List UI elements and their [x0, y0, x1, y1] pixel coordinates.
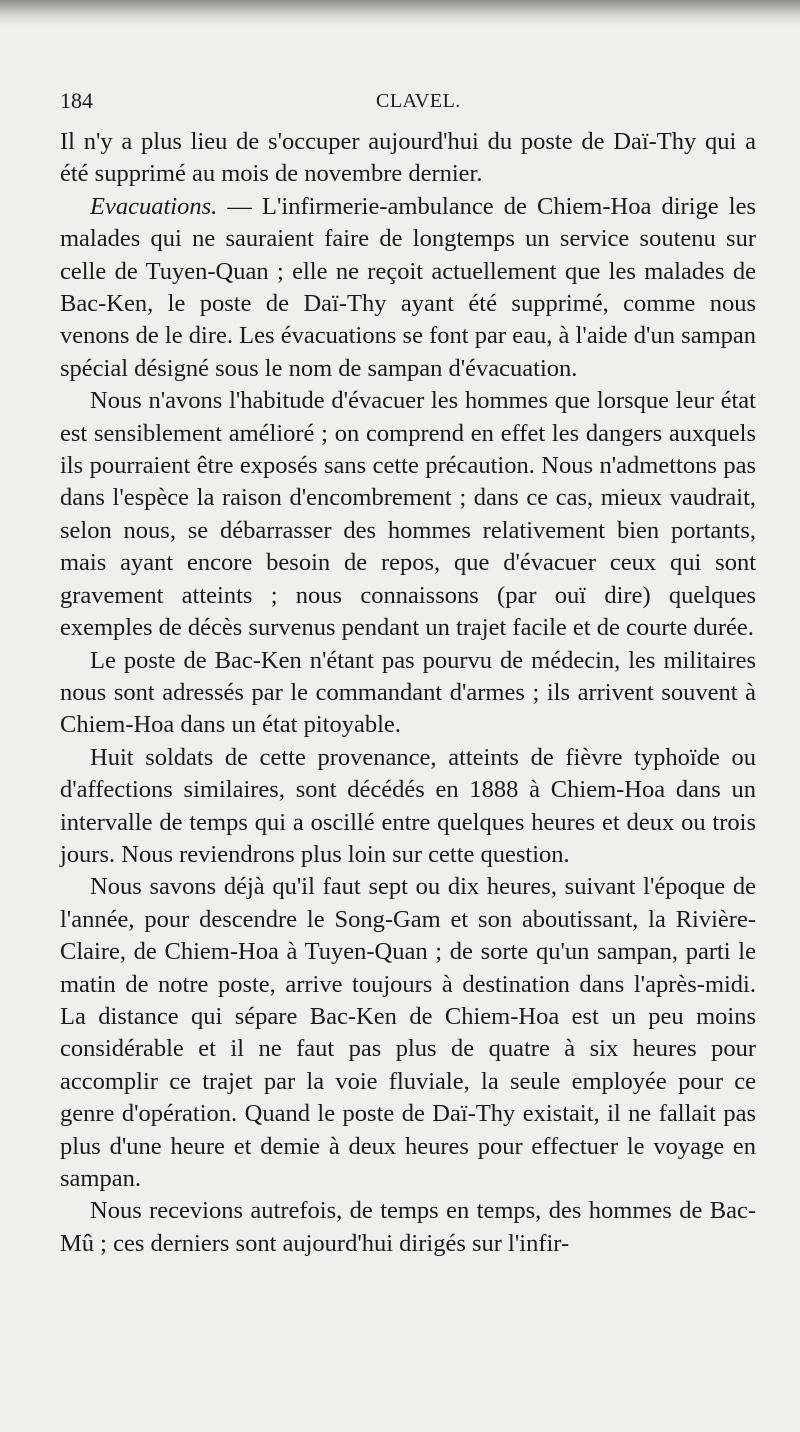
running-head: CLAVEL.: [376, 90, 461, 112]
paragraph: Nous savons déjà qu'il faut sept ou dix heures, suivant l'époque de l'année, pour descendre le Song-Gam et son aboutissant, la Rivière-Claire, de Chiem-Hoa à Tuyen-Quan ; de sorte qu'un sampan, parti le matin de notre poste, arrive toujours à destination dans l'après-midi. La distance qui sépare Bac-Ken de Chiem-Hoa est un peu moins considérable et il ne faut pas plus de quatre à six heures pour accomplir ce trajet par la voie fluviale, la seule employée pour ce genre d'opération. Quand le poste de Daï-Thy existait, il ne fallait pas plus d'une heure et demie à deux heures pour effectuer le voyage en sampan.: [60, 873, 756, 1192]
scan-edge-shadow: [0, 0, 800, 26]
paragraph: Nous recevions autrefois, de temps en temps, des hommes de Bac-Mû ; ces derniers sont aujourd'hui dirigés sur l'infir-: [60, 1197, 756, 1257]
paragraph: Huit soldats de cette provenance, atteints de fièvre typhoïde ou d'affections similaires, sont décédés en 1888 à Chiem-Hoa dans un intervalle de temps qui a oscillé entre quelques heures et deux ou trois jours. Nous reviendrons plus loin sur cette question.: [60, 743, 756, 868]
paragraph: Le poste de Bac-Ken n'étant pas pourvu de médecin, les militaires nous sont adressés par le commandant d'armes ; ils arrivent souvent à Chiem-Hoa dans un état pitoyable.: [60, 646, 756, 739]
page-number: 184: [60, 88, 93, 113]
paragraph-evacuations: Evacuations. — L'infirmerie-ambulance de Chiem-Hoa dirige les malades qui ne sauraient faire de longtemps un service soutenu sur celle de Tuyen-Quan ; elle ne reçoit actuellement que les malades de Bac-Ken, le poste de Daï-Thy ayant été supprimé, comme nous venons de le dire. Les évacuations se font par eau, à l'aide d'un sampan spécial désigné sous le nom de sampan d'évacuation.: [60, 192, 756, 382]
body-text: [60, 126, 756, 1260]
section-lead: Evacuations.: [90, 192, 218, 220]
paragraph: Nous n'avons l'habitude d'évacuer les hommes que lorsque leur état est sensiblement amélioré ; on comprend en effet les dangers auxquels ils pourraient être exposés sans cette précaution. Nous n'admettons pas dans l'espèce la raison d'encombrement ; dans ce cas, mieux vaudrait, selon nous, se débarrasser des hommes relativement bien portants, mais ayant encore besoin de repos, que d'évacuer ceux qui sont gravement atteints ; nous connaissons (par ouï dire) quelques exemples de décès survenus pendant un trajet facile et de courte durée.: [60, 387, 756, 642]
paragraph: Il n'y a plus lieu de s'occuper aujourd'hui du poste de Daï-Thy qui a été supprimé au mois de novembre dernier.: [60, 128, 756, 188]
page-header: [60, 88, 760, 118]
